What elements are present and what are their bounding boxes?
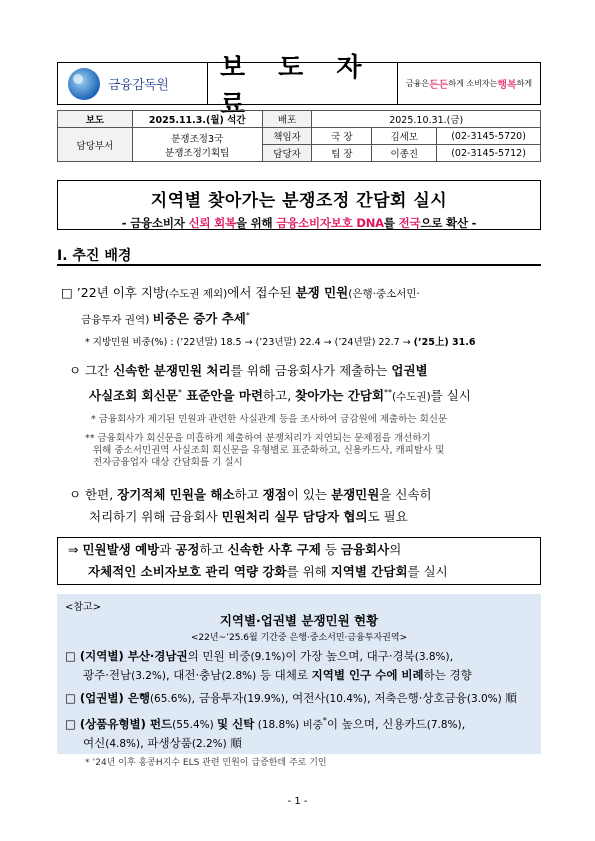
dist-date: 2025.10.31.(금) [312,111,541,128]
reference-subtitle: <22년~’25.6월 기간중 은행·중소서민·금융투자권역> [190,633,408,643]
page-number: - 1 - [287,796,308,807]
dept-label: 담당부서 [58,128,133,162]
reference-title: 지역별·업권별 분쟁민원 현황 [219,613,379,628]
contact-title: 팀 장 [312,145,372,162]
table-row [58,128,541,145]
note-1: * 지방민원 비중(%) : (’22년말) 18.5 → (’23년말) 22.4 → (’24년말) 22.7 → (’25上) 31.6 [85,337,476,348]
paragraph-3: ㅇ 한편, 장기적체 민원을 해소하고 쟁점이 있는 분쟁민원을 신속히 처리하기 위해 금융회사 민원처리 실무 담당자 협의도 필요 [69,487,432,524]
subheadline: - 금융소비자 신뢰 회복을 위해 금융소비자보호 DNA를 전국으로 확산 - [121,216,477,230]
reference-note: * ’24년 이후 홍콩H지수 ELS 관련 민원이 급증한데 주로 기인 [85,757,327,768]
resp-phone: (02-3145-5720) [437,128,541,145]
contact-label: 담당자 [262,145,312,162]
table-row [58,111,541,128]
conclusion-box: ⇒ 민원발생 예방과 공정하고 신속한 사후 구제 등 금융회사의 자체적인 소비자보호 관리 역량 강화를 위해 지역별 간담회를 실시 [57,537,541,585]
note-2: * 금융회사가 제기된 민원과 관련한 사실관계 등을 조사하여 금감원에 제출하는 회신문 [91,414,448,425]
section-heading: Ⅰ. 추진 배경 [57,242,541,266]
doc-type-title: 보 도 자 료 [208,63,398,104]
slogan: 금융은 든든 하게 소비자는 행복 하게 [405,79,533,91]
contact-phone: (02-3145-5712) [437,145,541,162]
release-label: 보도 [58,111,133,128]
reference-item-product: □ (상품유형별) 펀드(55.4%) 및 신탁 (18.8%) 비중*이 높으며, 신용카드(7.8%), 여신(4.8%), 파생상품(2.2%) 順 [65,716,466,750]
headline-box [57,180,541,230]
resp-title: 국 장 [312,128,372,145]
reference-item-sector: □ (업권별) 은행(65.6%), 금융투자(19.9%), 여전사(10.4%), 저축은행·상호금융(3.0%) 順 [65,691,517,705]
reference-box [57,594,541,768]
dept-value: 분쟁조정3국 분쟁조정기획팀 [132,128,262,162]
fss-logo-icon [66,66,102,102]
headline: 지역별 찾아가는 분쟁조정 간담회 실시 [150,191,448,211]
resp-label: 책임자 [262,128,312,145]
reference-item-region: □ (지역별) 부산·경남권의 민원 비중(9.1%)이 가장 높으며, 대구·경북(3.8%), 광주·전남(3.2%), 대전·충남(2.8%) 등 대체로 지역별 인구 수에 비례하는 경향 [65,649,472,682]
dist-label: 배포 [262,111,312,128]
paragraph-2: ㅇ 그간 신속한 분쟁민원 처리를 위해 금융회사가 제출하는 업권별 사실조회 회신문* 표준안을 마련하고, 찾아가는 간담회**(수도권)를 실시 [69,363,471,404]
paragraph-1: □ ’22년 이후 지방(수도권 제외)에서 접수된 분쟁 민원(은행·중소서민· 금융투자 권역) 비중은 증가 추세* [61,285,420,327]
contact-name: 이종진 [372,145,437,162]
resp-name: 김세모 [372,128,437,145]
note-3: ** 금융회사가 회신문을 미흡하게 제출하여 분쟁처리가 지연되는 문제점을 개선하기 위해 중소서민권역 사실조회 회신문을 유형별로 표준화하고, 신용카드사, 캐피탈사 및 전자금융업자 대상 간담회를 기 실시 [85,433,445,468]
org-name: 금융감독원 [108,78,169,93]
press-header [57,52,541,120]
reference-tag: <참고> [65,602,102,613]
org-logo-area [58,63,208,104]
release-date: 2025.11.3.(월) 석간 [132,111,262,128]
release-info-table [57,110,541,162]
